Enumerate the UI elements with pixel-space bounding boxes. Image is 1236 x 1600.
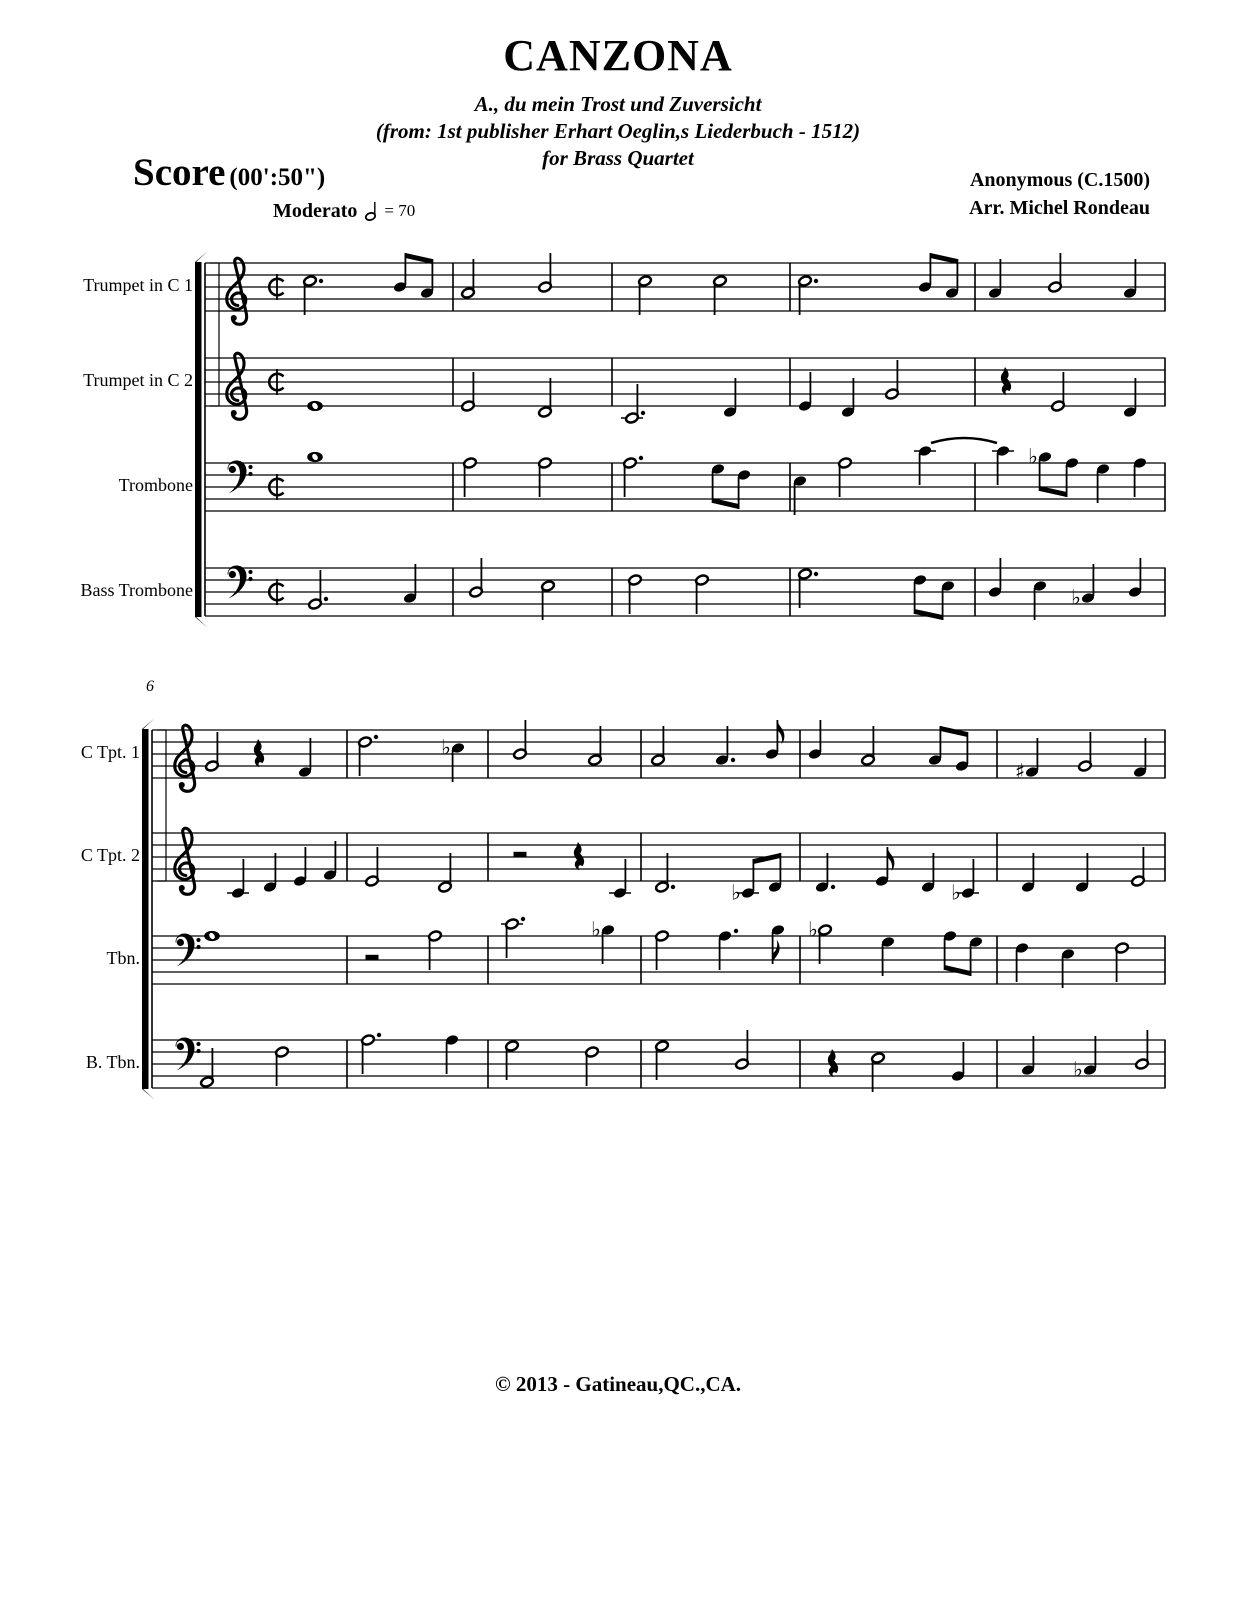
system-1-staff-trumpet-in-c-2 — [205, 353, 1165, 424]
svg-text:♭: ♭ — [951, 880, 961, 905]
system-2-staff-b-tbn — [152, 1030, 1165, 1092]
system-2-staff-c-tpt-1 — [152, 720, 1165, 791]
subtitle-line2: (from: 1st publisher Erhart Oeglin,s Liederbuch - 1512) — [375, 119, 861, 143]
svg-text:♭: ♭ — [731, 880, 741, 905]
subtitle-line1: A., du mein Trost und Zuversicht — [474, 92, 762, 116]
instrument-label-trumpet-in-c-1: Trumpet in C 1 — [83, 275, 193, 295]
score-duration: (00':50") — [229, 164, 326, 191]
instrument-label-trombone: Trombone — [118, 475, 193, 495]
system-1-staff-trumpet-in-c-1 — [205, 253, 1165, 324]
arranger: Arr. Michel Rondeau — [969, 197, 1150, 219]
tempo-equation: = 70 — [384, 201, 416, 220]
instrument-label-b-tbn: B. Tbn. — [85, 1052, 140, 1072]
system-1-staff-bass-trombone — [205, 558, 1165, 620]
system-2 — [142, 718, 1165, 1100]
footer-copyright: © 2013 - Gatineau,QC.,CA. — [494, 1372, 742, 1396]
svg-text:♭: ♭ — [1073, 1057, 1083, 1082]
instrument-label-c-tpt-1: C Tpt. 1 — [80, 742, 140, 762]
system-2-staff-tbn — [152, 917, 1165, 988]
svg-text:♭: ♭ — [1071, 585, 1081, 610]
svg-text:♭: ♭ — [441, 735, 451, 760]
system-1-staff-trombone — [205, 438, 1165, 515]
instrument-label-bass-trombone: Bass Trombone — [80, 580, 193, 600]
svg-text:♭: ♭ — [591, 917, 601, 942]
instrument-label-tbn: Tbn. — [106, 948, 140, 968]
instrument-label-trumpet-in-c-2: Trumpet in C 2 — [83, 370, 193, 390]
subtitle-line3: for Brass Quartet — [542, 146, 694, 170]
tempo-word: Moderato — [273, 199, 358, 222]
measure-number: 6 — [146, 678, 154, 695]
composer: Anonymous (C.1500) — [969, 169, 1150, 191]
tempo-marking — [273, 199, 415, 223]
svg-text:♯: ♯ — [1015, 759, 1026, 784]
system-2-staff-c-tpt-2 — [152, 828, 1165, 904]
page-title: CANZONA — [503, 31, 733, 80]
svg-text:♭: ♭ — [808, 917, 818, 942]
score-label: Score — [133, 151, 226, 194]
instrument-label-c-tpt-2: C Tpt. 2 — [80, 845, 140, 865]
svg-text:♭: ♭ — [1028, 444, 1038, 469]
credits — [969, 166, 1150, 222]
score-heading — [133, 150, 325, 195]
system-1 — [195, 251, 1165, 628]
half-note-icon — [363, 199, 378, 223]
